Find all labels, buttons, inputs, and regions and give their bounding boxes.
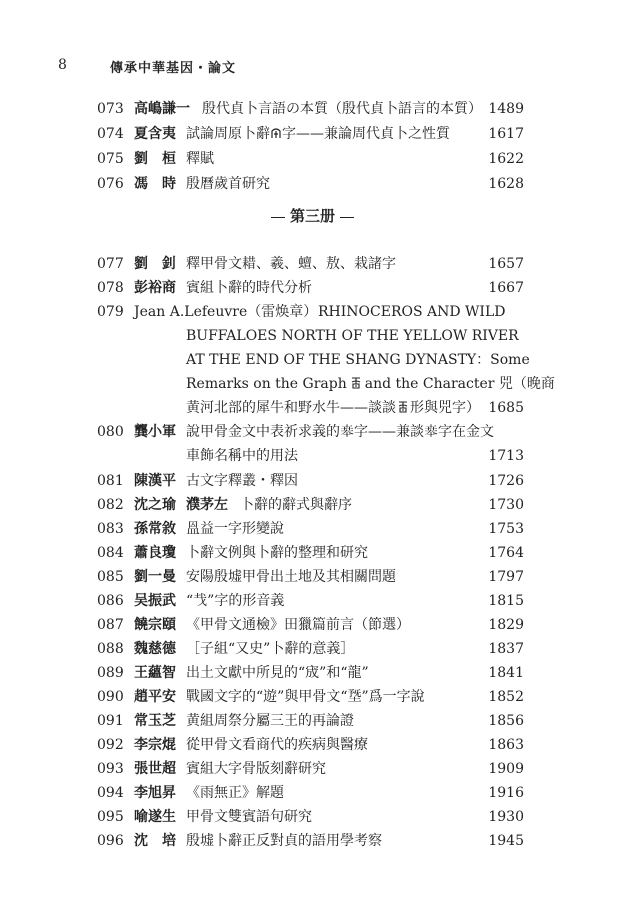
heading-dash	[271, 217, 285, 218]
entry-number: 087	[97, 617, 124, 633]
title-fragment: 黄河北部的犀牛和野水牛——談談	[186, 400, 396, 416]
title-fragment: and the Character 兕（晚商	[364, 376, 555, 392]
oracle-glyph-icon	[270, 126, 282, 140]
entry-number: 084	[97, 545, 124, 561]
entry-number: 074	[97, 126, 124, 142]
entry-page: 1852	[488, 689, 524, 705]
entry-author: 沈 培	[134, 833, 176, 849]
entry-number: 085	[97, 569, 124, 585]
entry-title-line: 車飾名稱中的用法	[186, 448, 298, 464]
entry-page: 1945	[488, 833, 524, 849]
entry-number: 073	[97, 101, 124, 117]
entry-number: 091	[97, 713, 124, 729]
entry-author: 李旭昇	[134, 785, 176, 801]
section-heading-text: 第三册	[289, 207, 335, 225]
entry-title: 殷代貞卜言語の本質（殷代貞卜語言的本質）	[202, 101, 482, 117]
entry-title: 賓組卜辭的時代分析	[186, 280, 312, 296]
entry-title: 甲骨文雙賓語句研究	[186, 809, 312, 825]
entry-title: 出土文獻中所見的“宬”和“龍”	[186, 665, 369, 681]
heading-dash	[340, 217, 354, 218]
entry-number: 082	[97, 497, 124, 513]
section-heading	[0, 205, 625, 226]
entry-author: 高嶋謙一	[134, 101, 190, 117]
entry-title: “𢦏”字的形音義	[186, 593, 285, 609]
entry-author: 魏慈德	[134, 641, 176, 657]
entry-title	[186, 125, 450, 143]
entry-page: 1622	[488, 151, 524, 167]
entry-number: 094	[97, 785, 124, 801]
book-title: 傳承中華基因・論文	[110, 61, 237, 76]
entry-title: 《甲骨文通檢》田獵篇前言（節選）	[186, 617, 410, 633]
entry-title: 安陽殷墟甲骨出土地及其相關問題	[186, 569, 396, 585]
entry-number: 096	[97, 833, 124, 849]
graph-glyph-icon	[397, 400, 409, 414]
entry-page: 1685	[488, 400, 524, 416]
entry-author: 李宗焜	[134, 737, 176, 753]
entry-author: 夏含夷	[134, 126, 176, 142]
graph-glyph-icon	[350, 376, 362, 390]
entry-page: 1628	[488, 176, 524, 192]
entry-title-line: RHINOCEROS AND WILD	[318, 304, 506, 320]
entry-title: 賓組大字骨版刻辭研究	[186, 761, 326, 777]
entry-title: 釋甲骨文耤、羲、蟺、敖、栽諸字	[186, 256, 396, 272]
entry-title-head: 試論周原卜辭	[186, 126, 270, 142]
entry-page: 1753	[488, 521, 524, 537]
page-number: 8	[58, 57, 67, 73]
entry-page: 1764	[488, 545, 524, 561]
entry-number: 075	[97, 151, 124, 167]
entry-page: 1726	[488, 473, 524, 489]
entry-title: 𥁕益一字形變說	[186, 521, 284, 537]
entry-author: Jean A.Lefeuvre（雷焕章）	[134, 304, 318, 320]
entry-author: 彭裕商	[134, 280, 176, 296]
entry-author: 蕭良瓊	[134, 545, 176, 561]
entry-title: 殷墟卜辭正反對貞的語用學考察	[186, 833, 382, 849]
entry-title: 釋賦	[186, 151, 214, 167]
entry-title-line	[186, 375, 555, 393]
entry-title: 《雨無正》解題	[186, 785, 284, 801]
entry-author: 孫常敘	[134, 521, 176, 537]
running-header	[58, 57, 578, 77]
entry-author: 饒宗頤	[134, 617, 176, 633]
entry-number: 088	[97, 641, 124, 657]
title-fragment: Remarks on the Graph	[186, 376, 347, 392]
entry-page: 1617	[488, 126, 524, 142]
entry-page: 1657	[488, 256, 524, 272]
entry-page: 1909	[488, 761, 524, 777]
entry-page: 1667	[488, 280, 524, 296]
entry-author: 王蘊智	[134, 665, 176, 681]
entry-author: 馮 時	[134, 176, 176, 192]
entry-author: 趙平安	[134, 689, 176, 705]
entry-title: 卜辭文例與卜辭的整理和研究	[186, 545, 368, 561]
entry-coauthor: 濮茅左	[186, 497, 228, 513]
entry-number: 092	[97, 737, 124, 753]
entry-number: 086	[97, 593, 124, 609]
entry-number: 089	[97, 665, 124, 681]
entry-page: 1730	[488, 497, 524, 513]
entry-title: 從甲骨文看商代的疾病與醫療	[186, 737, 368, 753]
entry-author: 龔小軍	[134, 424, 176, 440]
entry-page: 1815	[488, 593, 524, 609]
entry-title: 卜辭的辭式與辭序	[240, 497, 352, 513]
entry-number: 093	[97, 761, 124, 777]
entry-number: 081	[97, 473, 124, 489]
entry-page: 1841	[488, 665, 524, 681]
entry-author: 吴振武	[134, 593, 176, 609]
entry-title: 戰國文字的“遊”與甲骨文“𡍳”爲一字說	[186, 689, 425, 705]
entry-author: 喻遂生	[134, 809, 176, 825]
entry-title: 殷曆歲首研究	[186, 176, 270, 192]
entry-number: 078	[97, 280, 124, 296]
entry-page: 1916	[488, 785, 524, 801]
entry-number: 076	[97, 176, 124, 192]
entry-page: 1713	[488, 448, 524, 464]
entry-number: 095	[97, 809, 124, 825]
entry-title: ［子組“又史”卜辭的意義］	[186, 641, 355, 657]
entry-page: 1829	[488, 617, 524, 633]
entry-number: 077	[97, 256, 124, 272]
entry-author: 劉 釗	[134, 256, 176, 272]
entry-author: 陳漢平	[134, 473, 176, 489]
entry-page: 1489	[488, 101, 524, 117]
entry-author: 劉 桓	[134, 151, 176, 167]
entry-author: 常玉芝	[134, 713, 176, 729]
entry-title-line	[186, 399, 480, 417]
entry-page: 1930	[488, 809, 524, 825]
entry-number: 083	[97, 521, 124, 537]
entry-number: 090	[97, 689, 124, 705]
entry-title-line: BUFFALOES NORTH OF THE YELLOW RIVER	[186, 328, 519, 344]
entry-title-line: AT THE END OF THE SHANG DYNASTY：Some	[186, 352, 530, 368]
entry-title-tail: 字——兼論周代貞卜之性質	[282, 126, 450, 142]
entry-page: 1797	[488, 569, 524, 585]
entry-author: 劉一曼	[134, 569, 176, 585]
entry-page: 1837	[488, 641, 524, 657]
entry-author: 張世超	[134, 761, 176, 777]
title-fragment: 形與兕字）	[410, 400, 480, 416]
entry-title-line: 說甲骨金文中表祈求義的𠦪字——兼談𠦪字在金文	[186, 424, 494, 440]
entry-title: 古文字釋叢・釋因	[186, 473, 298, 489]
entry-author: 沈之瑜	[134, 497, 176, 513]
entry-page: 1863	[488, 737, 524, 753]
entry-title: 黄組周祭分屬三王的再論證	[186, 713, 354, 729]
entry-page: 1856	[488, 713, 524, 729]
entry-number: 080	[97, 424, 124, 440]
entry-number: 079	[97, 304, 124, 320]
